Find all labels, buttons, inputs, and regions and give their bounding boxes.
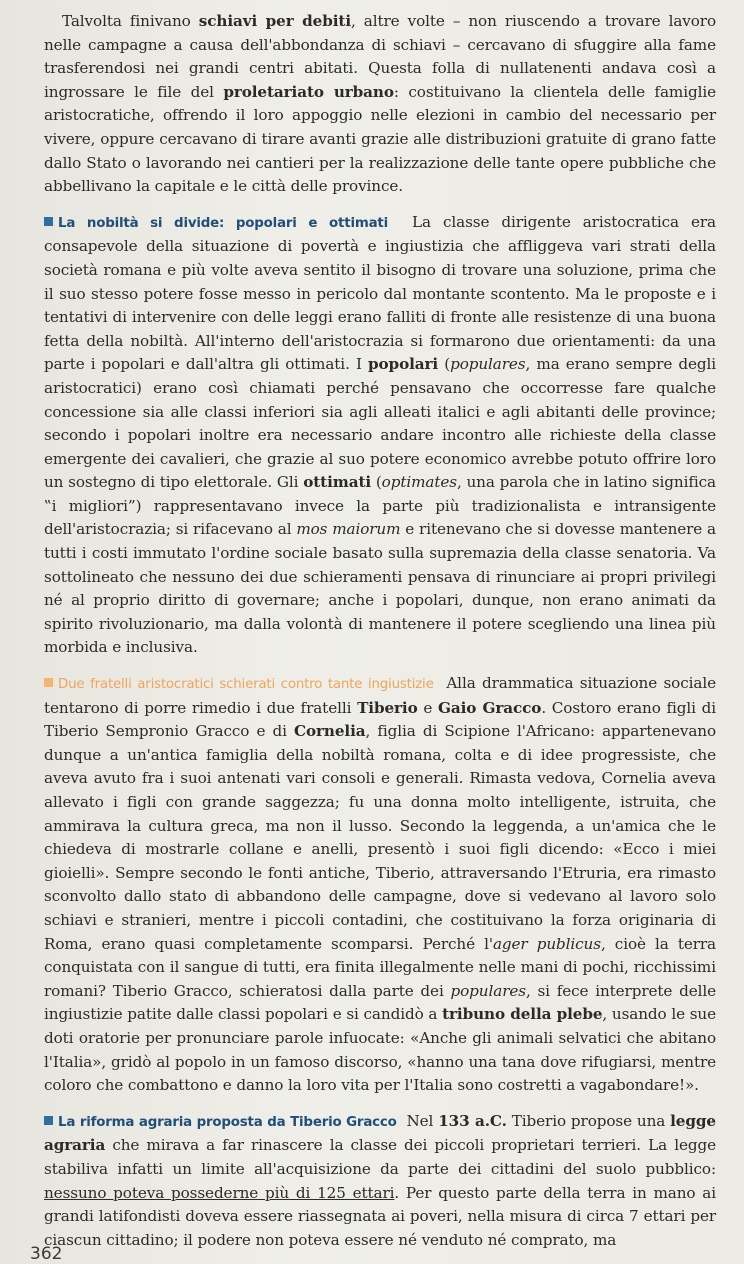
page-number: 362 [30, 1244, 63, 1264]
section-fratelli [44, 672, 716, 1098]
section-nobilta [44, 211, 716, 660]
intro-paragraph: Talvolta finivano schiavi per debiti, altre volte – non riuscendo a trovare lavoro nelle campagne a causa dell'abbondanza di schiavi – cercavano di sfuggire alla fame trasferendosi nei grandi centri abitati. Questa folla di nullatenenti andava così a ingrossare le file del proletariato urbano: costituivano la clientela delle famiglie aristocratiche, offrendo il loro appoggio nelle elezioni in cambio del necessario per vivere, oppure cercavano di tirare avanti grazie alle distribuzioni gratuite di grano fatte dallo Stato o lavorando nei cantieri per la realizzazione delle tante opere pubbliche che abbellivano la capitale e le città delle province. [44, 12, 717, 196]
section-marker-icon [44, 1116, 53, 1125]
section-heading: Due fratelli aristocratici schierati contro tante ingiustizie [58, 677, 434, 693]
section-heading: La nobiltà si divide: popolari e ottimati [58, 215, 389, 231]
section-heading: La riforma agraria proposta da Tiberio Gracco [58, 1114, 397, 1130]
section-nobilta-paragraph: La nobiltà si divide: popolari e ottimati La classe dirigente aristocratica era consapevole della situazione di povertà e ingiustizia che affliggeva vari strati della società romana e più volte aveva sentito il bisogno di trovare una soluzione, prima che il suo stesso potere fosse messo in pericolo dal montante scontento. Ma le proposte e i tentativi di intervenire con delle leggi erano falliti di fronte alle resistenze di una buona fetta della nobiltà. All'interno dell'aristocrazia si formarono due orientamenti: da una parte i popolari e dall'altra gli ottimati. I popolari (populares, ma erano sempre degli aristocratici) erano così chiamati perché pensavano che occorresse fare qualche concessione sia alle classi inferiori sia agli alleati italici e agli abitanti delle province; secondo i popolari inoltre era necessario andare incontro alle richieste della classe emergente dei cavalieri, che grazie al suo potere economico avrebbe potuto offrire loro un sostegno di tipo elettorale. Gli ottimati (optimates, una parola che in latino significa ‟i migliori”) rappresentavano invece la parte più tradizionalista e intransigente dell'aristocrazia; si rifacevano al mos maiorum e ritenevano che si dovesse mantenere a tutti i costi immutato l'ordine sociale basato sulla supremazia della classe senatoria. Va sottolineato che nessuno dei due schieramenti pensava di rinunciare ai propri privilegi né al proprio diritto di governare; anche i popolari, dunque, non erano animati da spirito rivoluzionario, ma dalla volontà di mantenere il potere scegliendo una linea più morbida e inclusiva. [44, 212, 717, 657]
section-marker-icon [44, 678, 53, 687]
section-fratelli-paragraph: Due fratelli aristocratici schierati contro tante ingiustizie Alla drammatica situazione sociale tentarono di porre rimedio i due fratelli Tiberio e Gaio Gracco. Costoro erano figli di Tiberio Sempronio Gracco e di Cornelia, figlia di Scipione l'Africano: appartenevano dunque a un'antica famiglia della nobiltà romana, colta e di idee progressiste, che aveva avuto fra i suoi antenati vari consoli e generali. Rimasta vedova, Cornelia aveva allevato i figli con grande saggezza; fu una donna molto intelligente, istruita, che ammirava la cultura greca, ma non il lusso. Secondo la leggenda, a un'amica che le chiedeva di mostrarle collane e anelli, presentò i suoi figli dicendo: «Ecco i miei gioielli». Sempre secondo le fonti antiche, Tiberio, attraversando l'Etruria, era rimasto sconvolto dallo stato di abbandono delle campagne, dove si vedevano al lavoro solo schiavi e stranieri, mentre i piccoli contadini, che costituivano la forza originaria di Roma, erano quasi completamente scomparsi. Perché l'ager publicus, cioè la terra conquistata con il sangue di tutti, era finita illegalmente nelle mani di pochi, ricchissimi romani? Tiberio Gracco, schieratosi dalla parte dei populares, si fece interprete delle ingiustizie patite dalle classi popolari e si candidò a tribuno della plebe, usando le sue doti oratorie per pronunciare parole infuocate: «Anche gli animali selvatici che abitano l'Italia», gridò al popolo in un famoso discorso, «hanno una tana dove rifugiarsi, mentre coloro che combattono e danno la loro vita per l'Italia sono costretti a vagabondare!». [44, 674, 717, 1095]
section-marker-icon [44, 217, 53, 226]
section-riforma-paragraph: La riforma agraria proposta da Tiberio Gracco Nel 133 a.C. Tiberio propose una legge agraria che mirava a far rinascere la classe dei piccoli proprietari terrieri. La legge stabiliva infatti un limite all'acquisizione da parte dei cittadini del suolo pubblico: nessuno poteva possederne più di 125 ettari. Per questo parte della terra in mano ai grandi latifondisti doveva essere riassegnata ai poveri, nella misura di circa 7 ettari per ciascun cittadino; il podere non poteva essere né venduto né comprato, ma [44, 1111, 716, 1249]
section-riforma [44, 1110, 716, 1253]
